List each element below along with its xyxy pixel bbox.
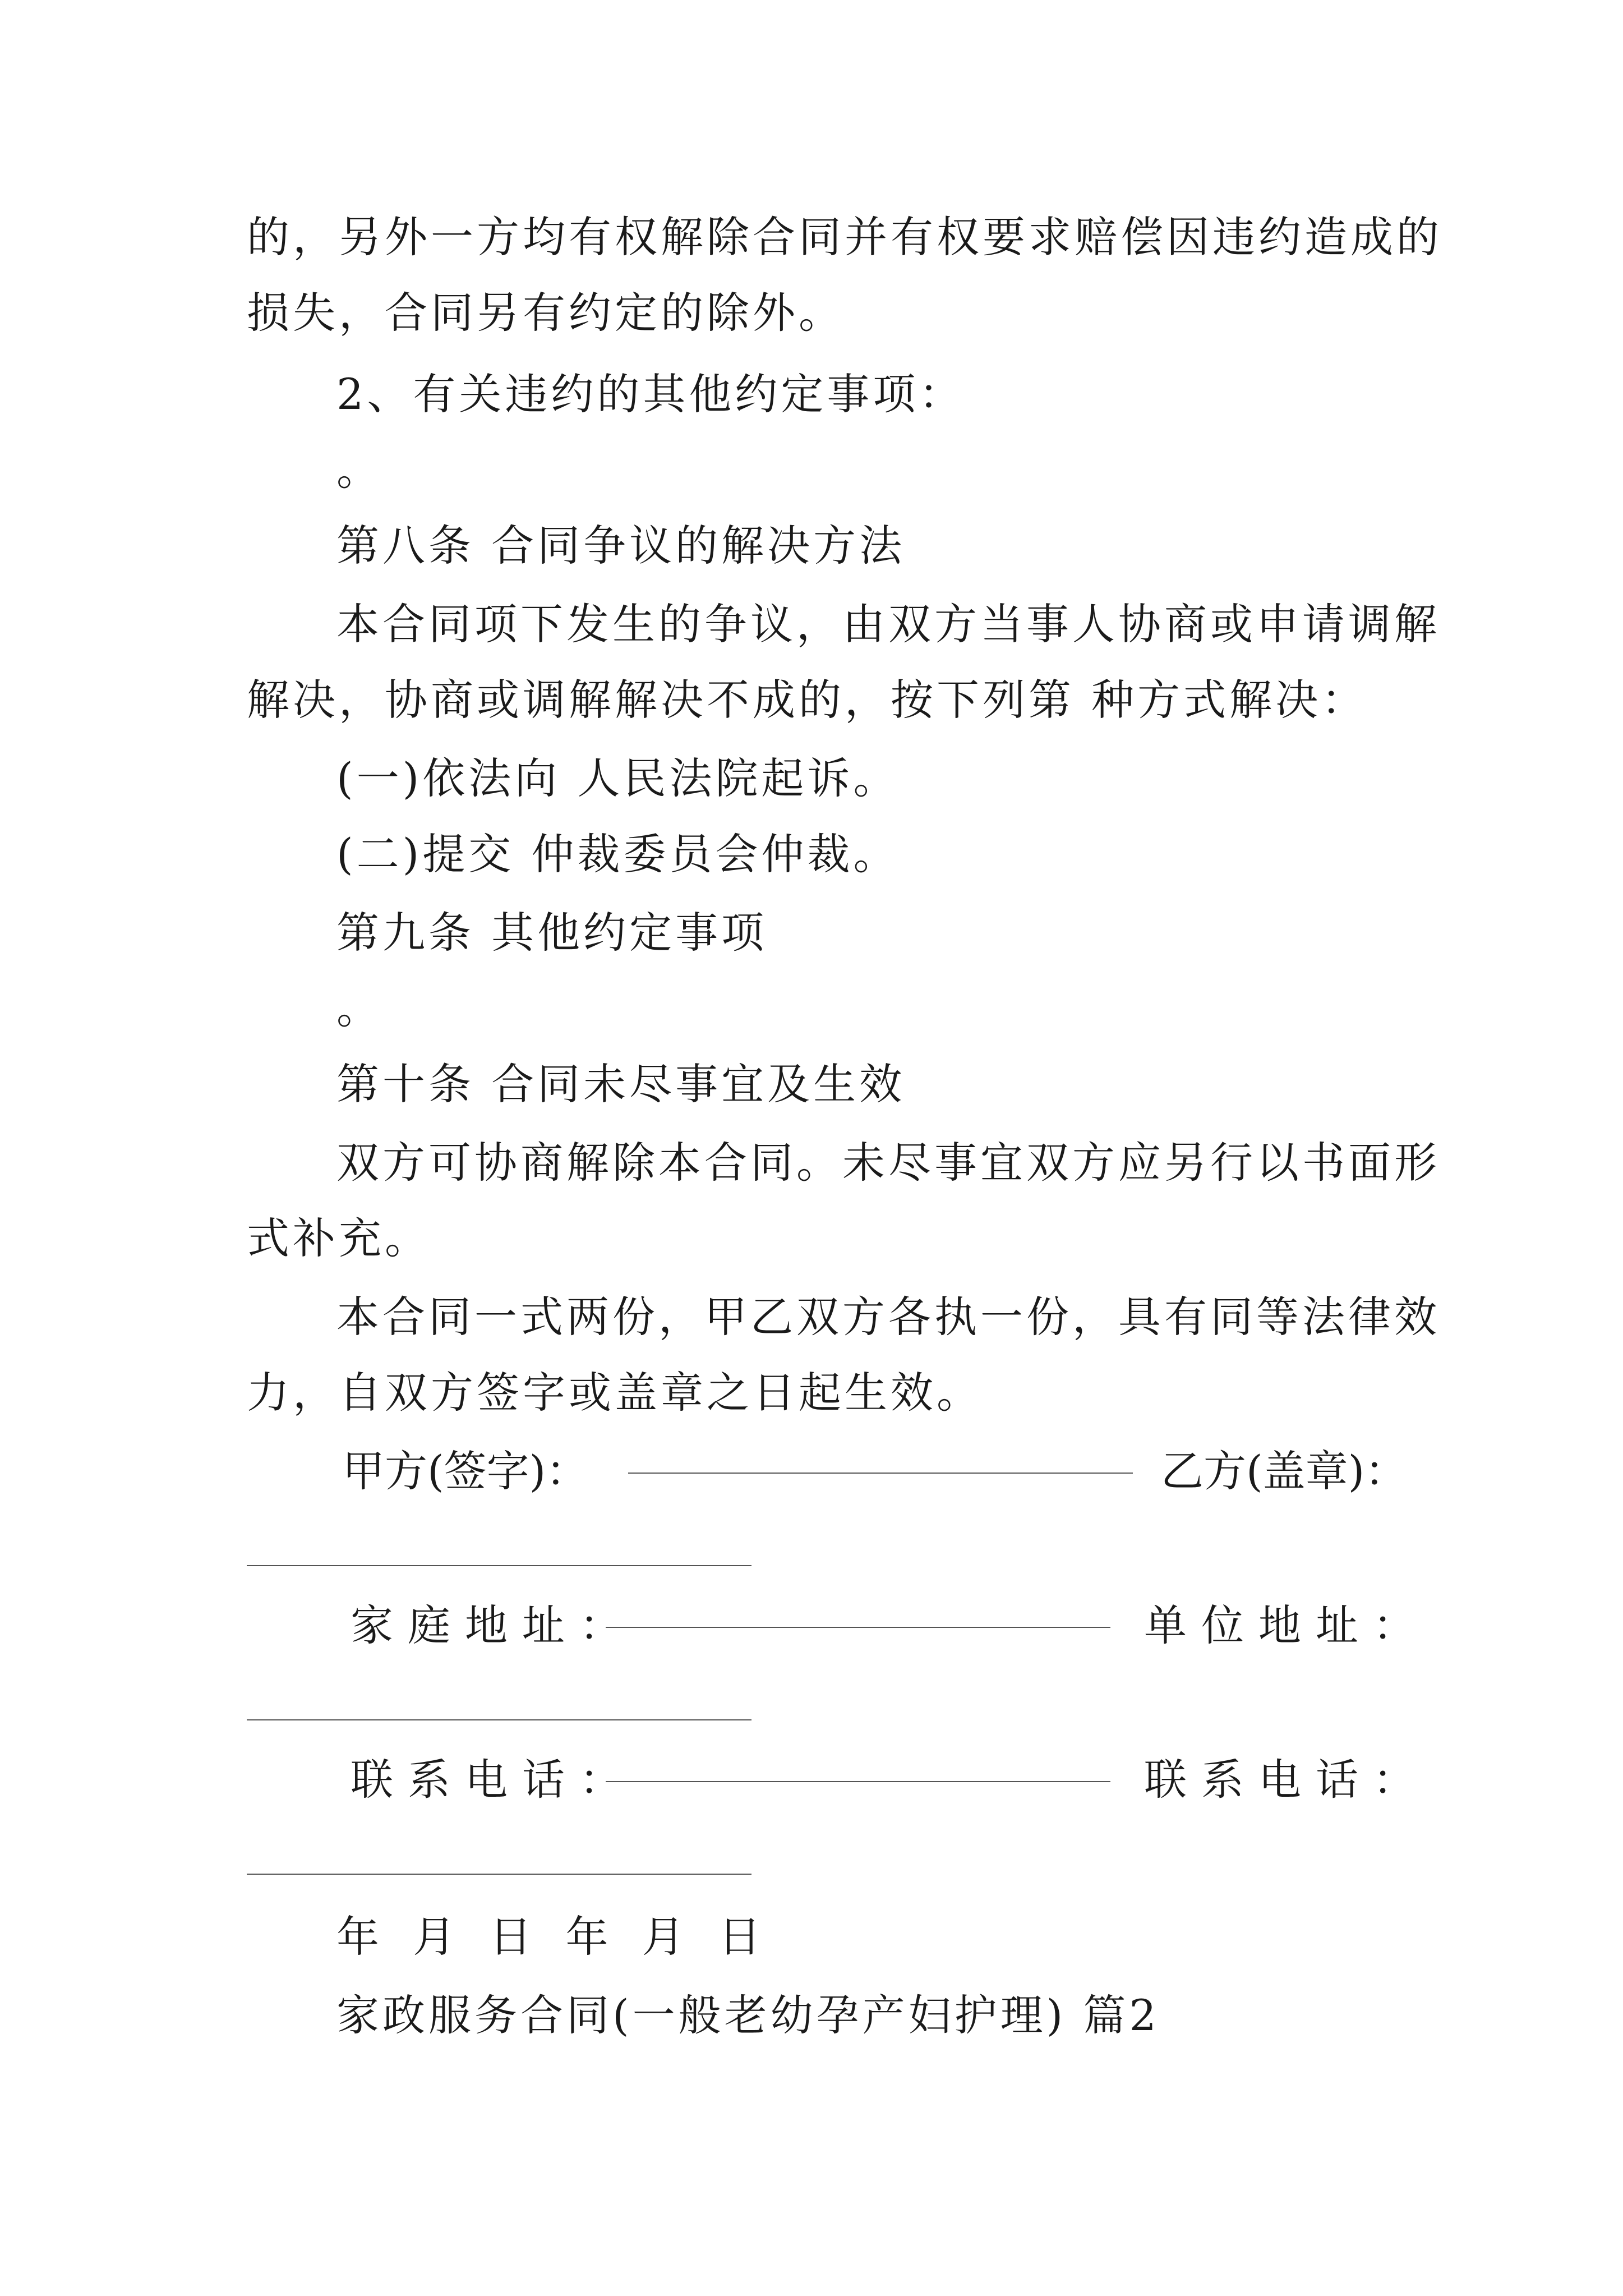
next-contract-title: 家政服务合同(一般老幼孕产妇护理) 篇2 [336, 1990, 1160, 2040]
unit-address-label: 单位地址： [1144, 1600, 1430, 1650]
paragraph: 本合同项下发生的争议，由双方当事人协商或申请调解 [336, 599, 1440, 649]
home-address-label: 家庭地址： [351, 1600, 637, 1650]
date-line: 年 月 日 年 月 日 [336, 1912, 771, 1962]
party-b-blank[interactable] [247, 1565, 751, 1566]
paragraph: 力，自双方签字或盖章之日起生效。 [247, 1368, 983, 1418]
paragraph: 。 [336, 983, 382, 1033]
party-a-blank[interactable] [628, 1473, 1133, 1474]
section-heading: 第十条 合同未尽事宜及生效 [336, 1059, 906, 1109]
paragraph: 。 [336, 445, 382, 495]
party-b-label: 乙方(盖章)： [1161, 1446, 1408, 1496]
paragraph: 2、有关违约的其他约定事项： [336, 369, 965, 419]
party-a-label: 甲方(签字)： [342, 1446, 589, 1496]
section-heading: 第九条 其他约定事项 [336, 908, 768, 958]
paragraph: 双方可协商解除本合同。未尽事宜双方应另行以书面形 [336, 1138, 1440, 1188]
home-address-blank[interactable] [606, 1627, 1110, 1628]
phone-a-blank[interactable] [606, 1781, 1110, 1782]
phone-b-blank[interactable] [247, 1874, 751, 1875]
paragraph: 损失，合同另有约定的除外。 [247, 288, 845, 338]
paragraph: 解决，协商或调解解决不成的，按下列第 种方式解决： [247, 675, 1368, 725]
phone-a-label: 联系电话： [351, 1755, 637, 1805]
paragraph: (一)依法向 人民法院起诉。 [336, 753, 900, 803]
paragraph: 的，另外一方均有权解除合同并有权要求赔偿因违约造成的 [247, 212, 1442, 262]
paragraph: (二)提交 仲裁委员会仲裁。 [336, 829, 900, 879]
section-heading: 第八条 合同争议的解决方法 [336, 521, 906, 570]
paragraph: 式补充。 [247, 1213, 431, 1263]
unit-address-blank[interactable] [247, 1719, 751, 1720]
paragraph: 本合同一式两份，甲乙双方各执一份，具有同等法律效 [336, 1292, 1440, 1342]
phone-b-label: 联系电话： [1144, 1755, 1430, 1805]
